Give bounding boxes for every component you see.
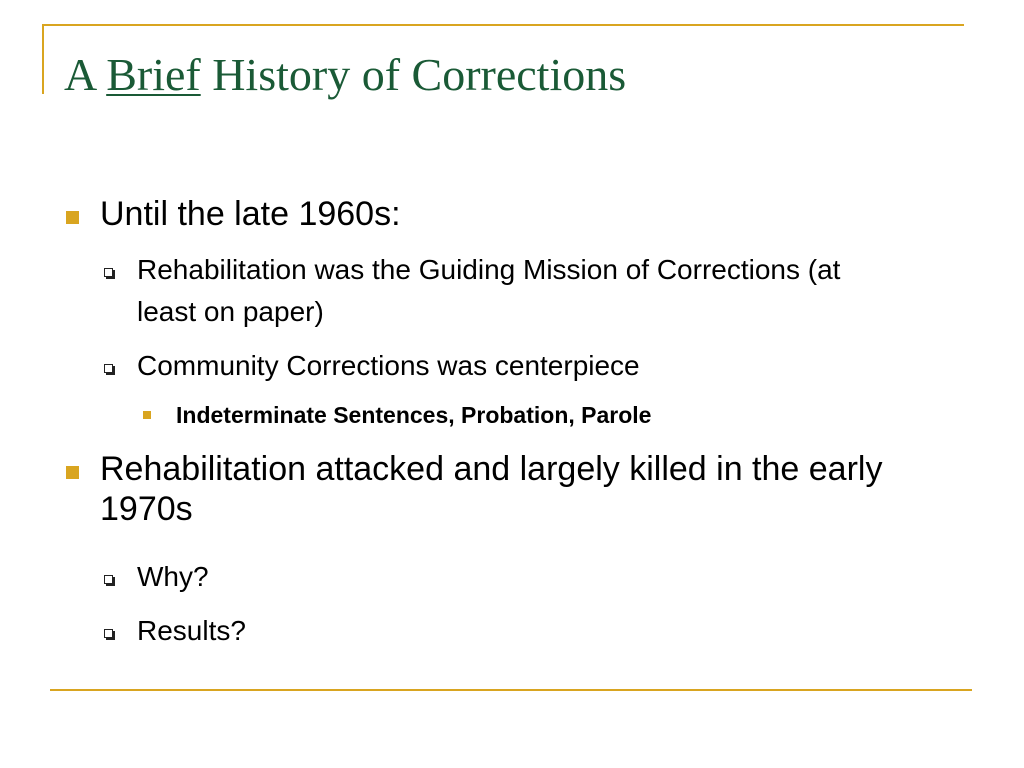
hollow-square-bullet-icon bbox=[104, 575, 113, 584]
square-bullet-icon bbox=[66, 211, 79, 224]
title-prefix: A bbox=[64, 49, 95, 100]
bullet-community-corrections: Community Corrections was centerpiece bbox=[137, 350, 640, 381]
bullet-until-late-1960s: Until the late 1960s: bbox=[100, 195, 401, 233]
bullet-indeterminate-sentences: Indeterminate Sentences, Probation, Parole bbox=[176, 402, 652, 428]
hollow-square-bullet-icon bbox=[104, 364, 113, 373]
small-square-bullet-icon bbox=[143, 411, 151, 419]
bullet-rehabilitation-guiding-mission: Rehabilitation was the Guiding Mission of Corrections (at least on paper) bbox=[137, 254, 841, 327]
title-emphasis: Brief bbox=[106, 49, 201, 100]
bottom-rule bbox=[50, 689, 972, 691]
bullet-rehabilitation-attacked: Rehabilitation attacked and largely killed in the early 1970s bbox=[100, 450, 883, 528]
square-bullet-icon bbox=[66, 466, 79, 479]
bullet-results: Results? bbox=[137, 615, 246, 646]
hollow-square-bullet-icon bbox=[104, 268, 113, 277]
title-suffix: History of Corrections bbox=[212, 49, 627, 100]
bullet-why: Why? bbox=[137, 561, 209, 592]
hollow-square-bullet-icon bbox=[104, 629, 113, 638]
